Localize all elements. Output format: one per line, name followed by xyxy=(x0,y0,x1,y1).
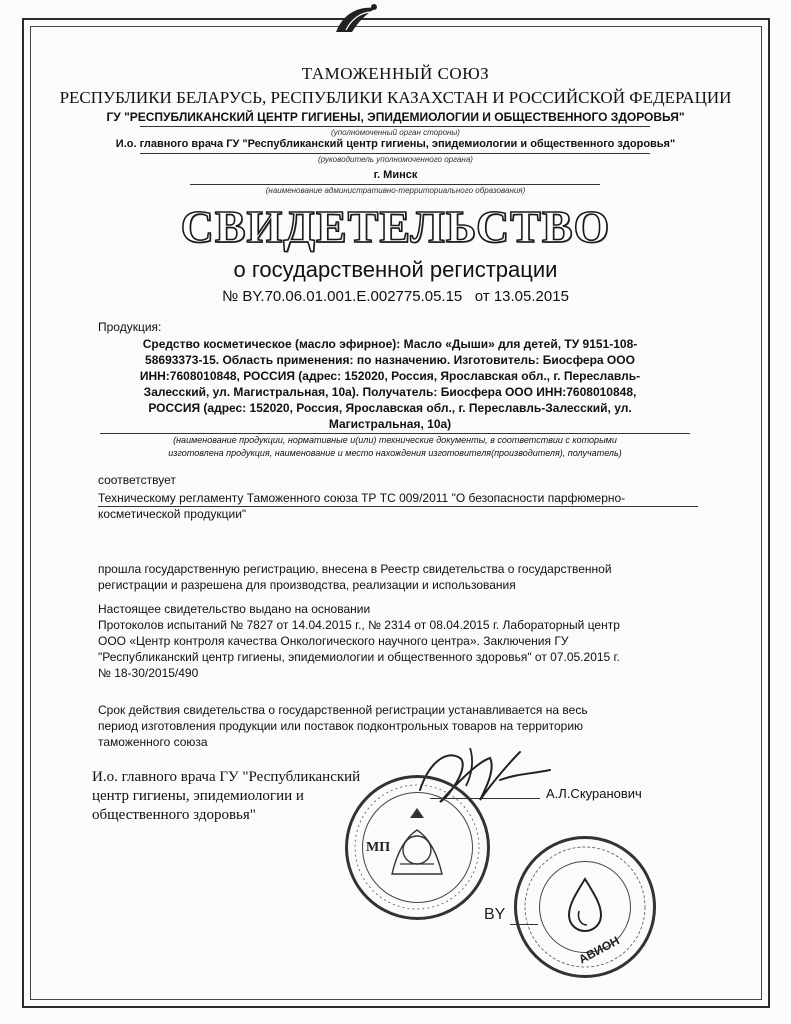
divider xyxy=(140,153,650,154)
organization-name: ГУ "РЕСПУБЛИКАНСКИЙ ЦЕНТР ГИГИЕНЫ, ЭПИДЕМИОЛОГИИ И ОБЩЕСТВЕННОГО ЗДОРОВЬЯ" xyxy=(106,110,685,124)
caption-line: изготовлена продукция, наименование и место нахождения изготовителя(производителя), получатель) xyxy=(168,448,622,458)
city-caption: (наименование административно-территориального образования) xyxy=(265,186,526,195)
signatory-line: центр гигиены, эпидемиологии и xyxy=(92,788,304,804)
basis-label: Настоящее свидетельство выдано на основании xyxy=(98,602,371,616)
certificate-subtitle: о государственной регистрации xyxy=(233,257,558,282)
product-line: Магистральная, 10а) xyxy=(328,417,452,431)
basis-line: "Республиканский центр гигиены, эпидемиологии и общественного здоровья" от 07.05.2015 г. xyxy=(98,650,620,664)
number-label: № BY.70.06.01.001.E.002775.05.15 xyxy=(222,288,463,305)
head-caption: (руководитель уполномоченного органа) xyxy=(318,155,473,164)
product-line: РОССИЯ (адрес: 152020, Россия, Ярославская обл., г. Переславль-Залесский, ул. xyxy=(148,401,632,415)
seal-mp-label: МП xyxy=(366,840,391,855)
signatory-line: И.о. главного врача ГУ "Республиканский xyxy=(92,769,361,785)
registration-line: регистрации и разрешена для производства, реализации и использования xyxy=(98,578,516,592)
signatory-line: общественного здоровья" xyxy=(92,807,256,823)
signatory-title xyxy=(92,768,392,825)
date-label: от 13.05.2015 xyxy=(474,288,569,305)
conformity-label: соответствует xyxy=(98,473,176,487)
conformity-line: Техническому регламенту Таможенного союза ТР ТС 009/2011 "О безопасности парфюмерно- xyxy=(98,491,626,505)
validity-line: Срок действия свидетельства о государственной регистрации устанавливается на весь xyxy=(98,703,588,717)
conformity-line: косметической продукции" xyxy=(98,507,247,521)
basis-line: № 18-30/2015/490 xyxy=(98,666,199,680)
certificate-title: СВИДЕТЕЛЬСТВО xyxy=(180,201,611,252)
signatory-name: А.Л.Скуранович xyxy=(546,786,642,801)
union-title: ТАМОЖЕННЫЙ СОЮЗ xyxy=(301,64,490,83)
caption-line: (наименование продукции, нормативные и(или) технические документы, в соответствии с которыми xyxy=(173,435,617,445)
divider xyxy=(510,924,538,925)
validity-line: период изготовления продукции или поставок подконтрольных товаров на территорию xyxy=(98,719,584,733)
head-doctor-line: И.о. главного врача ГУ "Республиканский центр гигиены, эпидемиологии и общественного здоровья" xyxy=(115,138,676,150)
country-code: BY xyxy=(484,906,506,923)
republics-title: РЕСПУБЛИКИ БЕЛАРУСЬ, РЕСПУБЛИКИ КАЗАХСТАН И РОССИЙСКОЙ ФЕДЕРАЦИИ xyxy=(59,88,732,107)
divider xyxy=(190,184,600,185)
official-seal xyxy=(345,775,490,920)
product-line: Залесский, ул. Магистральная, 10а). Получатель: Биосфера ООО ИНН:7608010848, xyxy=(143,385,637,399)
basis-text xyxy=(98,617,718,681)
divider xyxy=(98,506,698,507)
product-label: Продукция: xyxy=(98,320,162,334)
validity-line: таможенного союза xyxy=(98,735,208,749)
divider xyxy=(140,126,650,127)
avion-label: АВИОН xyxy=(576,933,622,967)
product-description xyxy=(100,336,680,432)
registration-number xyxy=(0,288,791,305)
registration-text xyxy=(98,561,698,593)
product-line: 58693373-15. Область применения: по назначению. Изготовитель: Биосфера ООО xyxy=(145,353,635,367)
organization-caption: (уполномоченный орган стороны) xyxy=(331,128,460,137)
registration-line: прошла государственную регистрацию, внесена в Реестр свидетельства о государственной xyxy=(98,562,612,576)
basis-line: Протоколов испытаний № 7827 от 14.04.2015 г., № 2314 от 08.04.2015 г. Лабораторный центр xyxy=(98,618,620,632)
product-line: Средство косметическое (масло эфирное): Масло «Дыши» для детей, ТУ 9151-108- xyxy=(142,337,638,351)
avion-stamp xyxy=(514,836,656,978)
emblem-icon xyxy=(330,2,382,36)
product-caption xyxy=(100,434,690,460)
basis-line: ООО «Центр контроля качества Онкологического научного центра». Заключения ГУ xyxy=(98,634,569,648)
city-name: г. Минск xyxy=(373,169,418,181)
product-line: ИНН:7608010848, РОССИЯ (адрес: 152020, Россия, Ярославская обл., г. Переславль- xyxy=(139,369,641,383)
